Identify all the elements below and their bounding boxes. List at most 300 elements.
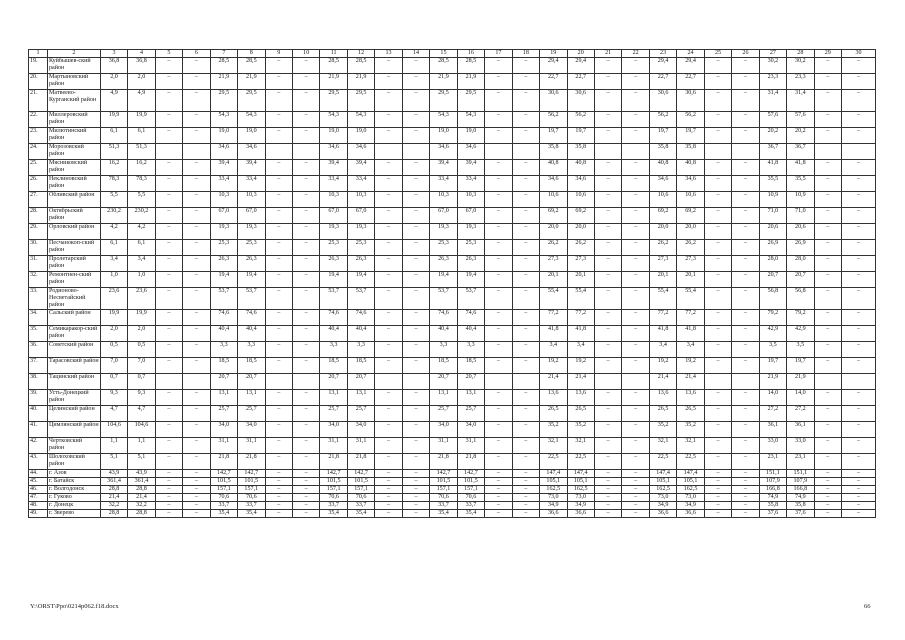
- value-cell: –: [622, 390, 649, 406]
- value-cell: –: [814, 272, 841, 288]
- value-cell: 21,9: [238, 74, 265, 90]
- value-cell: –: [155, 176, 182, 192]
- value-cell: –: [842, 494, 876, 502]
- value-cell: [265, 374, 292, 390]
- value-cell: 20,6: [759, 224, 786, 240]
- value-cell: –: [402, 192, 429, 208]
- value-cell: –: [265, 112, 292, 128]
- value-cell: –: [622, 478, 649, 486]
- value-cell: 5,1: [100, 454, 127, 470]
- value-cell: 35,4: [238, 510, 265, 518]
- column-number: 16: [457, 50, 484, 58]
- value-cell: –: [622, 288, 649, 310]
- value-cell: 74,6: [238, 310, 265, 326]
- value-cell: 28,5: [430, 58, 457, 74]
- row-number: 33.: [29, 288, 48, 310]
- value-cell: 13,6: [677, 390, 704, 406]
- value-cell: 73,0: [567, 494, 594, 502]
- row-number: 36.: [29, 342, 48, 358]
- value-cell: 10,3: [320, 192, 347, 208]
- value-cell: –: [594, 478, 621, 486]
- district-name: Октябрьский район: [48, 208, 101, 224]
- value-cell: 10,9: [787, 192, 814, 208]
- value-cell: 19,9: [100, 310, 127, 326]
- value-cell: 142,7: [430, 470, 457, 478]
- value-cell: 6,1: [100, 128, 127, 144]
- value-cell: –: [375, 502, 402, 510]
- value-cell: 10,9: [759, 192, 786, 208]
- table-row: [29, 502, 876, 510]
- value-cell: –: [485, 224, 512, 240]
- value-cell: –: [704, 494, 731, 502]
- value-cell: –: [265, 438, 292, 454]
- value-cell: 33,7: [320, 502, 347, 510]
- value-cell: –: [292, 502, 319, 510]
- value-cell: –: [732, 342, 759, 358]
- value-cell: 40,4: [430, 326, 457, 342]
- column-number: 14: [402, 50, 429, 58]
- value-cell: 107,9: [759, 478, 786, 486]
- value-cell: 35,2: [677, 422, 704, 438]
- value-cell: –: [375, 160, 402, 176]
- value-cell: –: [622, 422, 649, 438]
- value-cell: –: [814, 342, 841, 358]
- value-cell: –: [704, 390, 731, 406]
- value-cell: 27,3: [567, 256, 594, 272]
- value-cell: –: [155, 224, 182, 240]
- value-cell: 34,6: [677, 176, 704, 192]
- value-cell: –: [375, 478, 402, 486]
- value-cell: 25,7: [430, 406, 457, 422]
- value-cell: –: [183, 192, 210, 208]
- value-cell: –: [704, 224, 731, 240]
- value-cell: –: [814, 128, 841, 144]
- value-cell: 230,2: [128, 208, 155, 224]
- value-cell: 33,4: [457, 176, 484, 192]
- value-cell: 101,5: [430, 478, 457, 486]
- value-cell: 54,3: [238, 112, 265, 128]
- value-cell: –: [485, 478, 512, 486]
- value-cell: 31,1: [457, 438, 484, 454]
- value-cell: 27,2: [759, 406, 786, 422]
- value-cell: –: [155, 502, 182, 510]
- value-cell: –: [402, 272, 429, 288]
- value-cell: –: [814, 326, 841, 342]
- value-cell: 33,7: [347, 502, 374, 510]
- value-cell: –: [183, 358, 210, 374]
- value-cell: 32,2: [128, 502, 155, 510]
- value-cell: 19,0: [238, 128, 265, 144]
- value-cell: –: [512, 58, 539, 74]
- value-cell: –: [594, 208, 621, 224]
- value-cell: –: [622, 224, 649, 240]
- value-cell: 26,9: [787, 240, 814, 256]
- value-cell: –: [183, 208, 210, 224]
- table-body: [29, 50, 876, 518]
- value-cell: –: [155, 90, 182, 112]
- value-cell: –: [292, 358, 319, 374]
- value-cell: 36,8: [128, 58, 155, 74]
- value-cell: 25,3: [347, 240, 374, 256]
- value-cell: –: [732, 478, 759, 486]
- value-cell: –: [704, 74, 731, 90]
- value-cell: 41,8: [567, 326, 594, 342]
- value-cell: –: [265, 74, 292, 90]
- column-number: 2: [48, 50, 101, 58]
- value-cell: –: [265, 486, 292, 494]
- value-cell: 16,2: [128, 160, 155, 176]
- value-cell: –: [704, 58, 731, 74]
- district-name: Неклиновский район: [48, 176, 101, 192]
- value-cell: –: [265, 502, 292, 510]
- value-cell: 70,6: [238, 494, 265, 502]
- value-cell: 71,0: [787, 208, 814, 224]
- value-cell: –: [265, 288, 292, 310]
- column-number: 21: [594, 50, 621, 58]
- district-name: Обливский район: [48, 192, 101, 208]
- value-cell: 19,2: [677, 358, 704, 374]
- column-number: 28: [787, 50, 814, 58]
- value-cell: 55,4: [567, 288, 594, 310]
- value-cell: –: [594, 272, 621, 288]
- value-cell: –: [402, 288, 429, 310]
- value-cell: 35,8: [787, 502, 814, 510]
- value-cell: 29,4: [649, 58, 676, 74]
- value-cell: [292, 374, 319, 390]
- value-cell: 19,3: [457, 224, 484, 240]
- value-cell: –: [292, 310, 319, 326]
- value-cell: 41,8: [540, 326, 567, 342]
- value-cell: 19,7: [759, 358, 786, 374]
- value-cell: –: [732, 454, 759, 470]
- row-number: 26.: [29, 176, 48, 192]
- value-cell: 70,6: [430, 494, 457, 502]
- value-cell: 36,6: [567, 510, 594, 518]
- value-cell: 73,0: [677, 494, 704, 502]
- value-cell: –: [732, 74, 759, 90]
- value-cell: 3,3: [457, 342, 484, 358]
- value-cell: 25,3: [430, 240, 457, 256]
- value-cell: 69,2: [567, 208, 594, 224]
- value-cell: –: [704, 90, 731, 112]
- column-number: 30: [842, 50, 876, 58]
- value-cell: 3,3: [210, 342, 237, 358]
- value-cell: 26,5: [677, 406, 704, 422]
- value-cell: 31,1: [430, 438, 457, 454]
- value-cell: 28,5: [238, 58, 265, 74]
- value-cell: –: [622, 326, 649, 342]
- value-cell: 13,1: [320, 390, 347, 406]
- value-cell: –: [594, 176, 621, 192]
- value-cell: –: [594, 74, 621, 90]
- value-cell: 20,7: [457, 374, 484, 390]
- district-name: г. Донецк: [48, 502, 101, 510]
- value-cell: 36,1: [787, 422, 814, 438]
- value-cell: –: [155, 112, 182, 128]
- value-cell: –: [183, 470, 210, 478]
- value-cell: 34,6: [457, 144, 484, 160]
- value-cell: 147,4: [649, 470, 676, 478]
- value-cell: 23,1: [759, 454, 786, 470]
- value-cell: –: [265, 90, 292, 112]
- value-cell: –: [842, 256, 876, 272]
- table-row: [29, 478, 876, 486]
- table-row: [29, 90, 876, 112]
- value-cell: 34,0: [320, 422, 347, 438]
- value-cell: [375, 374, 402, 390]
- value-cell: 19,0: [320, 128, 347, 144]
- value-cell: 21,8: [238, 454, 265, 470]
- district-name: г. Гуково: [48, 494, 101, 502]
- value-cell: –: [183, 486, 210, 494]
- value-cell: –: [183, 240, 210, 256]
- value-cell: 20,7: [320, 374, 347, 390]
- value-cell: –: [292, 160, 319, 176]
- value-cell: 6,1: [128, 128, 155, 144]
- value-cell: –: [375, 358, 402, 374]
- value-cell: –: [402, 510, 429, 518]
- value-cell: 34,6: [540, 176, 567, 192]
- table-row: [29, 224, 876, 240]
- value-cell: 56,2: [677, 112, 704, 128]
- value-cell: –: [814, 390, 841, 406]
- value-cell: 27,3: [540, 256, 567, 272]
- row-number: 49.: [29, 510, 48, 518]
- value-cell: –: [842, 478, 876, 486]
- value-cell: 30,2: [759, 58, 786, 74]
- value-cell: –: [402, 112, 429, 128]
- value-cell: 74,6: [430, 310, 457, 326]
- value-cell: 55,4: [677, 288, 704, 310]
- value-cell: –: [814, 478, 841, 486]
- value-cell: 22,5: [540, 454, 567, 470]
- value-cell: –: [732, 192, 759, 208]
- value-cell: 20,0: [677, 224, 704, 240]
- value-cell: –: [292, 422, 319, 438]
- value-cell: –: [155, 272, 182, 288]
- value-cell: 19,9: [128, 112, 155, 128]
- value-cell: 157,1: [347, 486, 374, 494]
- value-cell: 54,3: [430, 112, 457, 128]
- value-cell: –: [375, 438, 402, 454]
- value-cell: 19,7: [787, 358, 814, 374]
- value-cell: 40,4: [210, 326, 237, 342]
- district-name: Орловский район: [48, 224, 101, 240]
- value-cell: 78,3: [128, 176, 155, 192]
- value-cell: 157,1: [238, 486, 265, 494]
- value-cell: –: [842, 470, 876, 478]
- value-cell: 30,6: [567, 90, 594, 112]
- value-cell: –: [842, 390, 876, 406]
- value-cell: –: [704, 406, 731, 422]
- value-cell: 25,3: [210, 240, 237, 256]
- value-cell: 34,0: [347, 422, 374, 438]
- value-cell: 79,2: [787, 310, 814, 326]
- value-cell: 20,7: [347, 374, 374, 390]
- value-cell: 33,7: [210, 502, 237, 510]
- value-cell: –: [814, 510, 841, 518]
- value-cell: –: [292, 326, 319, 342]
- value-cell: 10,6: [567, 192, 594, 208]
- value-cell: –: [622, 128, 649, 144]
- value-cell: [622, 374, 649, 390]
- value-cell: –: [512, 422, 539, 438]
- value-cell: 79,2: [759, 310, 786, 326]
- value-cell: 20,7: [787, 272, 814, 288]
- value-cell: 20,2: [787, 128, 814, 144]
- value-cell: –: [402, 494, 429, 502]
- value-cell: –: [732, 112, 759, 128]
- value-cell: –: [842, 112, 876, 128]
- value-cell: 29,5: [347, 90, 374, 112]
- value-cell: –: [732, 438, 759, 454]
- value-cell: 34,6: [430, 144, 457, 160]
- value-cell: 14,0: [759, 390, 786, 406]
- value-cell: 13,1: [457, 390, 484, 406]
- value-cell: –: [512, 176, 539, 192]
- value-cell: –: [814, 176, 841, 192]
- value-cell: –: [155, 256, 182, 272]
- value-cell: –: [485, 192, 512, 208]
- district-name: Советский район: [48, 342, 101, 358]
- value-cell: 40,4: [320, 326, 347, 342]
- value-cell: –: [512, 112, 539, 128]
- value-cell: –: [512, 342, 539, 358]
- value-cell: 162,5: [567, 486, 594, 494]
- value-cell: 51,3: [128, 144, 155, 160]
- value-cell: 26,3: [320, 256, 347, 272]
- table-row: [29, 272, 876, 288]
- value-cell: 10,3: [347, 192, 374, 208]
- value-cell: 35,4: [347, 510, 374, 518]
- value-cell: 151,1: [759, 470, 786, 478]
- value-cell: 20,6: [787, 224, 814, 240]
- value-cell: 19,7: [677, 128, 704, 144]
- value-cell: 26,9: [759, 240, 786, 256]
- value-cell: –: [704, 208, 731, 224]
- value-cell: –: [814, 224, 841, 240]
- table-row: [29, 406, 876, 422]
- value-cell: [814, 144, 841, 160]
- value-cell: 56,2: [567, 112, 594, 128]
- district-name: Милютинский район: [48, 128, 101, 144]
- value-cell: –: [704, 454, 731, 470]
- row-number: 24.: [29, 144, 48, 160]
- value-cell: –: [402, 438, 429, 454]
- value-cell: 54,3: [347, 112, 374, 128]
- value-cell: 26,3: [210, 256, 237, 272]
- value-cell: –: [265, 256, 292, 272]
- value-cell: [183, 144, 210, 160]
- value-cell: –: [732, 160, 759, 176]
- value-cell: 13,1: [238, 390, 265, 406]
- row-number: 37.: [29, 358, 48, 374]
- value-cell: 157,1: [320, 486, 347, 494]
- value-cell: –: [814, 438, 841, 454]
- value-cell: 37,6: [759, 510, 786, 518]
- row-number: 44.: [29, 470, 48, 478]
- table-row: [29, 58, 876, 74]
- value-cell: 69,2: [649, 208, 676, 224]
- value-cell: 34,9: [540, 502, 567, 510]
- value-cell: –: [402, 176, 429, 192]
- value-cell: –: [814, 358, 841, 374]
- value-cell: –: [814, 288, 841, 310]
- value-cell: 36,6: [649, 510, 676, 518]
- value-cell: –: [155, 470, 182, 478]
- value-cell: –: [265, 224, 292, 240]
- value-cell: –: [704, 326, 731, 342]
- value-cell: 36,7: [759, 144, 786, 160]
- value-cell: 67,0: [430, 208, 457, 224]
- value-cell: 19,4: [347, 272, 374, 288]
- value-cell: –: [183, 58, 210, 74]
- value-cell: 43,9: [128, 470, 155, 478]
- value-cell: 157,1: [210, 486, 237, 494]
- value-cell: –: [704, 128, 731, 144]
- value-cell: –: [292, 486, 319, 494]
- value-cell: 28,0: [787, 256, 814, 272]
- value-cell: 1,1: [100, 438, 127, 454]
- column-number: 12: [347, 50, 374, 58]
- value-cell: 67,0: [238, 208, 265, 224]
- value-cell: –: [402, 406, 429, 422]
- value-cell: 74,6: [210, 310, 237, 326]
- value-cell: 56,8: [759, 288, 786, 310]
- value-cell: 21,8: [430, 454, 457, 470]
- table-row: [29, 176, 876, 192]
- value-cell: [402, 374, 429, 390]
- value-cell: –: [594, 160, 621, 176]
- value-cell: 147,4: [567, 470, 594, 478]
- value-cell: 54,3: [457, 112, 484, 128]
- value-cell: [814, 374, 841, 390]
- value-cell: [842, 374, 876, 390]
- value-cell: 40,4: [457, 326, 484, 342]
- value-cell: –: [183, 90, 210, 112]
- value-cell: 70,6: [457, 494, 484, 502]
- value-cell: 33,7: [238, 502, 265, 510]
- value-cell: –: [375, 256, 402, 272]
- value-cell: 40,8: [540, 160, 567, 176]
- value-cell: –: [704, 192, 731, 208]
- table-row: [29, 144, 876, 160]
- value-cell: 20,7: [430, 374, 457, 390]
- value-cell: –: [265, 454, 292, 470]
- value-cell: 29,5: [238, 90, 265, 112]
- value-cell: 21,8: [347, 454, 374, 470]
- value-cell: 104,6: [100, 422, 127, 438]
- value-cell: –: [292, 494, 319, 502]
- value-cell: –: [842, 240, 876, 256]
- value-cell: 19,0: [457, 128, 484, 144]
- value-cell: –: [594, 58, 621, 74]
- value-cell: 30,6: [649, 90, 676, 112]
- value-cell: –: [292, 272, 319, 288]
- value-cell: 13,6: [649, 390, 676, 406]
- value-cell: –: [594, 510, 621, 518]
- value-cell: 71,0: [759, 208, 786, 224]
- value-cell: 54,3: [210, 112, 237, 128]
- value-cell: 55,4: [649, 288, 676, 310]
- value-cell: –: [402, 160, 429, 176]
- value-cell: –: [814, 494, 841, 502]
- value-cell: –: [485, 176, 512, 192]
- value-cell: 33,7: [430, 502, 457, 510]
- value-cell: 3,4: [100, 256, 127, 272]
- value-cell: –: [375, 422, 402, 438]
- value-cell: –: [183, 510, 210, 518]
